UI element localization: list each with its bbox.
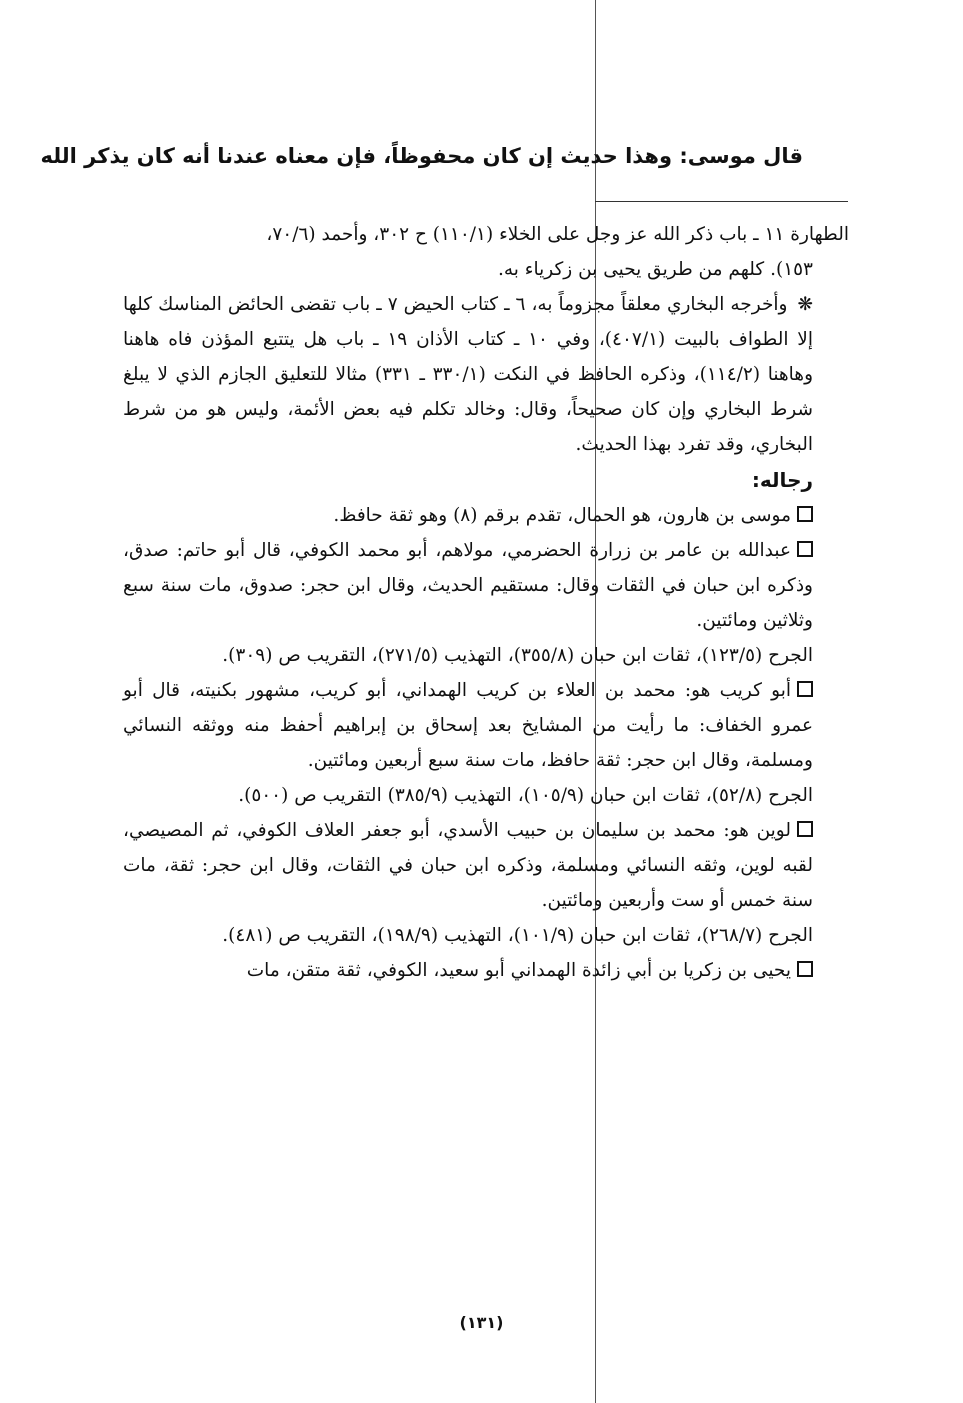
checkbox-square-icon (797, 961, 813, 977)
footnote-line-1: الطهارة ١١ ـ باب ذكر الله عز وجل على الخلاء (١١٠/١) ح ٣٠٢، وأحمد (٧٠/٦، (266, 224, 849, 245)
narrator-text: موسى بن هارون، هو الحمال، تقدم برقم (٨) وهو ثقة حافظ. (333, 505, 791, 526)
footnotes-block (123, 217, 849, 988)
main-text-line: قال موسى: وهذا حديث إن كان محفوظاً، فإن معناه عندنا أنه كان يذكر الله (40, 144, 803, 168)
narrator-entry (123, 533, 813, 638)
footnote-separator (595, 201, 848, 202)
section-title: رجاله: (751, 468, 813, 492)
narrator-text: لوين هو: محمد بن سليمان بن حبيب الأسدي، أبو جعفر العلاف الكوفي، ثم المصيصي، لقبه لوين، وثقه النسائي ومسلمة، وذكره ابن حبان في الثقات، وقال ابن حجر: ثقة، مات سنة خمس أو ست وأربعين ومائتين. (123, 820, 813, 911)
footnote-paragraph-1 (123, 217, 849, 287)
narrator-reference: الجرح (١٢٣/٥)، ثقات ابن حبان (٣٥٥/٨)، التهذيب (٢٧١/٥)، التقريب ص (٣٠٩). (222, 645, 813, 666)
narrator-entry (123, 498, 813, 533)
narrator-text: أبو كريب هو: محمد بن العلاء بن كريب الهمداني، أبو كريب، مشهور بكنيته، قال أبو عمرو الخفاف: ما رأيت من المشايخ بعد إسحاق بن إبراهيم أحفظ منه ووثقه النسائي ومسلمة، وقال ابن حجر: ثقة حافظ، مات سنة سبع أربعين ومائتين. (123, 680, 813, 771)
checkbox-square-icon (797, 681, 813, 697)
narrator-entry (123, 673, 813, 778)
narrator-entry (123, 813, 813, 918)
narrator-entry (123, 953, 813, 988)
checkbox-square-icon (797, 506, 813, 522)
narrator-reference: الجرح (٥٢/٨)، ثقات ابن حبان (١٠٥/٩)، التهذيب (٣٨٥/٩) التقريب ص (٥٠٠). (238, 785, 813, 806)
footnote-paragraph-2-text: وأخرجه البخاري معلقاً مجزوماً به، ٦ ـ كتاب الحيض ٧ ـ باب تقضى الحائض المناسك كلها إلا الطواف بالبيت (٤٠٧/١)، وفي ١٠ ـ كتاب الأذان ١٩ ـ باب هل يتتبع المؤذن فاه هاهنا وهاهنا (١١٤/٢)، وذكره الحافظ في النكت (٣٣٠/١ ـ ٣٣١) مثالا للتعليق الجازم الذي لا يبلغ شرط البخاري وإن كان صحيحاً، وقال: وخالد تكلم فيه بعض الأئمة، وليس هو من شرط البخاري، وقد تفرد بهذا الحديث. (123, 294, 814, 455)
narrator-text: يحيى بن زكريا بن أبي زائدة الهمداني أبو سعيد، الكوفي، ثقة متقن، مات (246, 960, 791, 981)
narrator-text: عبدالله بن عامر بن زرارة الحضرمي، مولاهم، أبو محمد الكوفي، قال أبو حاتم: صدق، وذكره ابن حبان في الثقات وقال: مستقيم الحديث، وقال ابن حجر: صدوق، مات سنة سبع وثلاثين ومائتين. (123, 540, 813, 631)
asterism-icon: ❋ (797, 294, 813, 315)
checkbox-square-icon (797, 821, 813, 837)
checkbox-square-icon (797, 541, 813, 557)
footnote-line-2: ١٥٣). كلهم من طريق يحيى بن زكرياء به. (497, 259, 813, 280)
narrator-reference: الجرح (٢٦٨/٧)، ثقات ابن حبان (١٠١/٩)، التهذيب (١٩٨/٩)، التقريب ص (٤٨١). (222, 925, 813, 946)
page-number: (١٣١) (459, 1313, 504, 1332)
footnote-paragraph-2 (123, 287, 813, 462)
